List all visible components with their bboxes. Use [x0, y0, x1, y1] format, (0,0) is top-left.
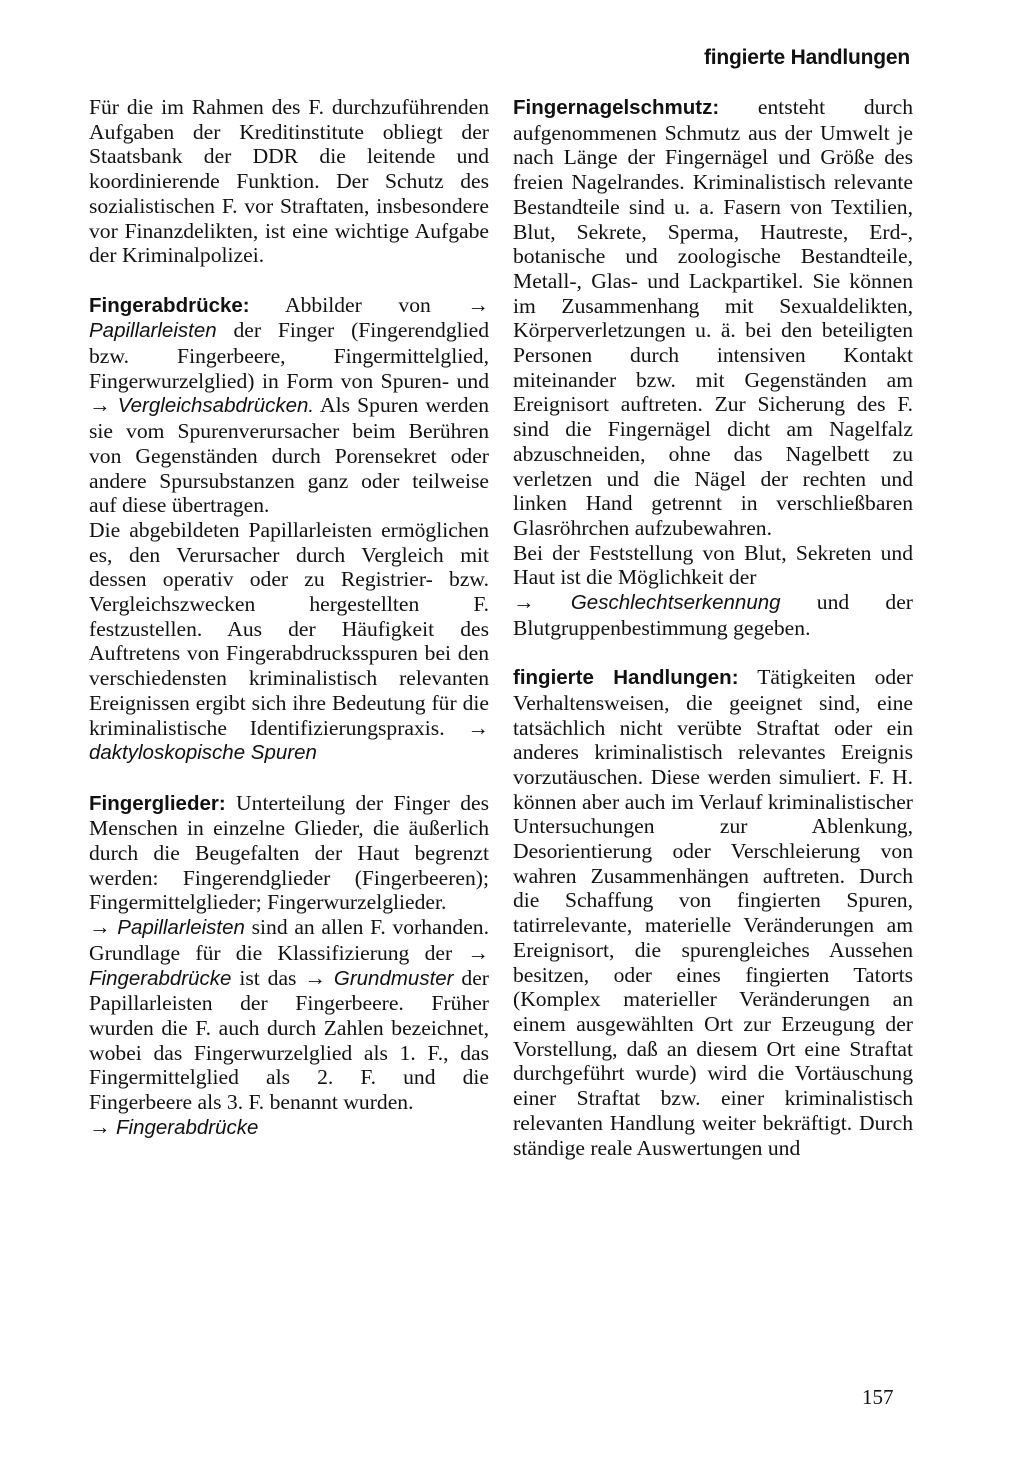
cross-reference[interactable]: daktyloskopische Spuren	[89, 741, 317, 765]
entry-term: Fingernagelschmutz:	[513, 96, 720, 119]
entry-term: Fingerglieder:	[89, 791, 226, 815]
arrow-icon: →	[89, 1114, 116, 1139]
entry-paragraph: Die abgebildeten Papillarleisten ermöglichen es, den Verursacher durch Vergleich mit dessen operativ oder zu Registrier- bzw. Vergleichszwecken hergestellten F. festzustellen. Aus der Häufigkeit des Auftretens von Fingerabdrucksspuren bei den verschiedensten kriminalistisch relevanten Ereignissen ergibt sich ihre Bedeutung für die kriminalistische Identifizierungspraxis. → daktyloskopische Spuren	[89, 517, 489, 765]
running-head: fingierte Handlungen	[703, 46, 910, 69]
entry-fingernagelschmutz: Fingernagelschmutz: entsteht durch aufgenommenen Schmutz aus der Umwelt je nach Länge der Fingernägel und Größe des freien Nagelrandes. Kriminalistisch relevante Bestandteile sind u. a. Fasern von Textilien, Blut, Sekrete, Sperma, Hautreste, Erd-, botanische und zoologische Bestandteile, Metall-, Glas- und Lackpartikel. Sie können im Zusammenhang mit Sexualdelikten, Körperverletzungen u. ä. bei den beteiligten Personen durch intensiven Kontakt miteinander bzw. mit Gegenständen am Ereignisort auftreten. Zur Sicherung des F. sind die Fingernägel dicht am Nagelfalz abzuschneiden, ohne das Nagelbett zu verletzen und die Nägel der rechten und linken Hand getrennt in verschließbaren Glasröhrchen aufzubewahren.	[513, 95, 913, 540]
page-number: 157	[862, 1385, 894, 1409]
entry-fingierte-handlungen: fingierte Handlungen: Tätigkeiten oder Verhaltensweisen, die geeignet sind, eine tatsächlich nicht verübte Straftat oder ein anderes kriminalistisch relevantes Ereignis vorzutäuschen. Diese werden simuliert. F. H. können aber auch im Verlauf kriminalistischer Untersuchungen zur Ablenkung, Desorientierung oder Verschleierung von wahren Zusammenhängen auftreten. Durch die Schaffung von fingierten Spuren, tatirrelevante, materielle Veränderungen am Ereignisort, die spurengleiches Aussehen besitzen, oder eines fingierten Tatorts (Komplex materieller Veränderungen an einem ausgewählten Ort zur Erzeugung der Vorstellung, daß an diesem Ort eine Straftat durchgeführt wurde) wird die Vortäuschung einer Straftat bzw. einer kriminalistisch relevanten Handlung weiter bekräftigt. Durch ständige reale Auswertungen und	[513, 665, 913, 1160]
cross-reference[interactable]: Vergleichsabdrücken.	[117, 394, 315, 418]
cross-reference[interactable]: Papillarleisten	[117, 916, 245, 940]
right-column	[513, 95, 913, 1160]
entry-paragraph: → Papillarleisten sind an allen F. vorhanden. Grundlage für die Klassifizierung der → Fingerabdrücke ist das → Grundmuster der Papillarleisten der Fingerbeere. Früher wurden die F. auch durch Zahlen bezeichnet, wobei das Fingerwurzelglied als 1. F., das Fingermittelglied als 2. F. und die Fingerbeere als 3. F. benannt wurden.	[89, 915, 489, 1115]
entry-paragraph: Bei der Feststellung von Blut, Sekreten und Haut ist die Möglichkeit der	[513, 540, 913, 590]
entry-fingerglieder: Fingerglieder: Unterteilung der Finger des Menschen in einzelne Glieder, die äußerlich durch die Beugefalten der Haut begrenzt werden: Fingerendglieder (Fingerbeeren); Fingermittelglieder; Fingerwurzelglieder.	[89, 790, 489, 915]
entry-paragraph: → Geschlechtserkennung und der Blutgruppenbestimmung gegeben.	[513, 590, 913, 640]
cross-reference[interactable]: Fingerabdrücke	[116, 1115, 259, 1139]
cross-reference[interactable]: Geschlechtserkennung	[570, 591, 781, 615]
entry-paragraph	[89, 1115, 489, 1141]
continued-paragraph: Für die im Rahmen des F. durchzuführenden Aufgaben der Kreditinstitute obliegt der Staatsbank der DDR die leitende und koordinierende Funktion. Der Schutz des sozialistischen F. vor Straftaten, insbesondere vor Finanzdelikten, ist eine wichtige Aufgabe der Kriminalpolizei.	[89, 95, 489, 268]
entry-term: Fingerabdrücke:	[89, 293, 250, 317]
entry-term: fingierte Handlungen:	[513, 666, 739, 690]
entry-fingerabdruecke: Fingerabdrücke: Abbilder von → Papillarleisten der Finger (Fingerendglied bzw. Fingerbeere, Fingermittelglied, Fingerwurzelglied) in Form von Spuren- und → Vergleichsabdrücken. Als Spuren werden sie vom Spurenverursacher beim Berühren von Gegenständen durch Porensekret oder andere Spursubstanzen ganz oder teilweise auf diese übertragen.	[89, 292, 489, 518]
cross-reference[interactable]: Grundmuster	[333, 966, 454, 990]
arrow-icon: →	[89, 915, 118, 940]
left-column	[89, 95, 489, 1141]
cross-reference[interactable]: Fingerabdrücke	[89, 966, 232, 990]
arrow-icon: →	[513, 590, 571, 615]
cross-reference[interactable]: Papillarleisten	[89, 319, 217, 343]
